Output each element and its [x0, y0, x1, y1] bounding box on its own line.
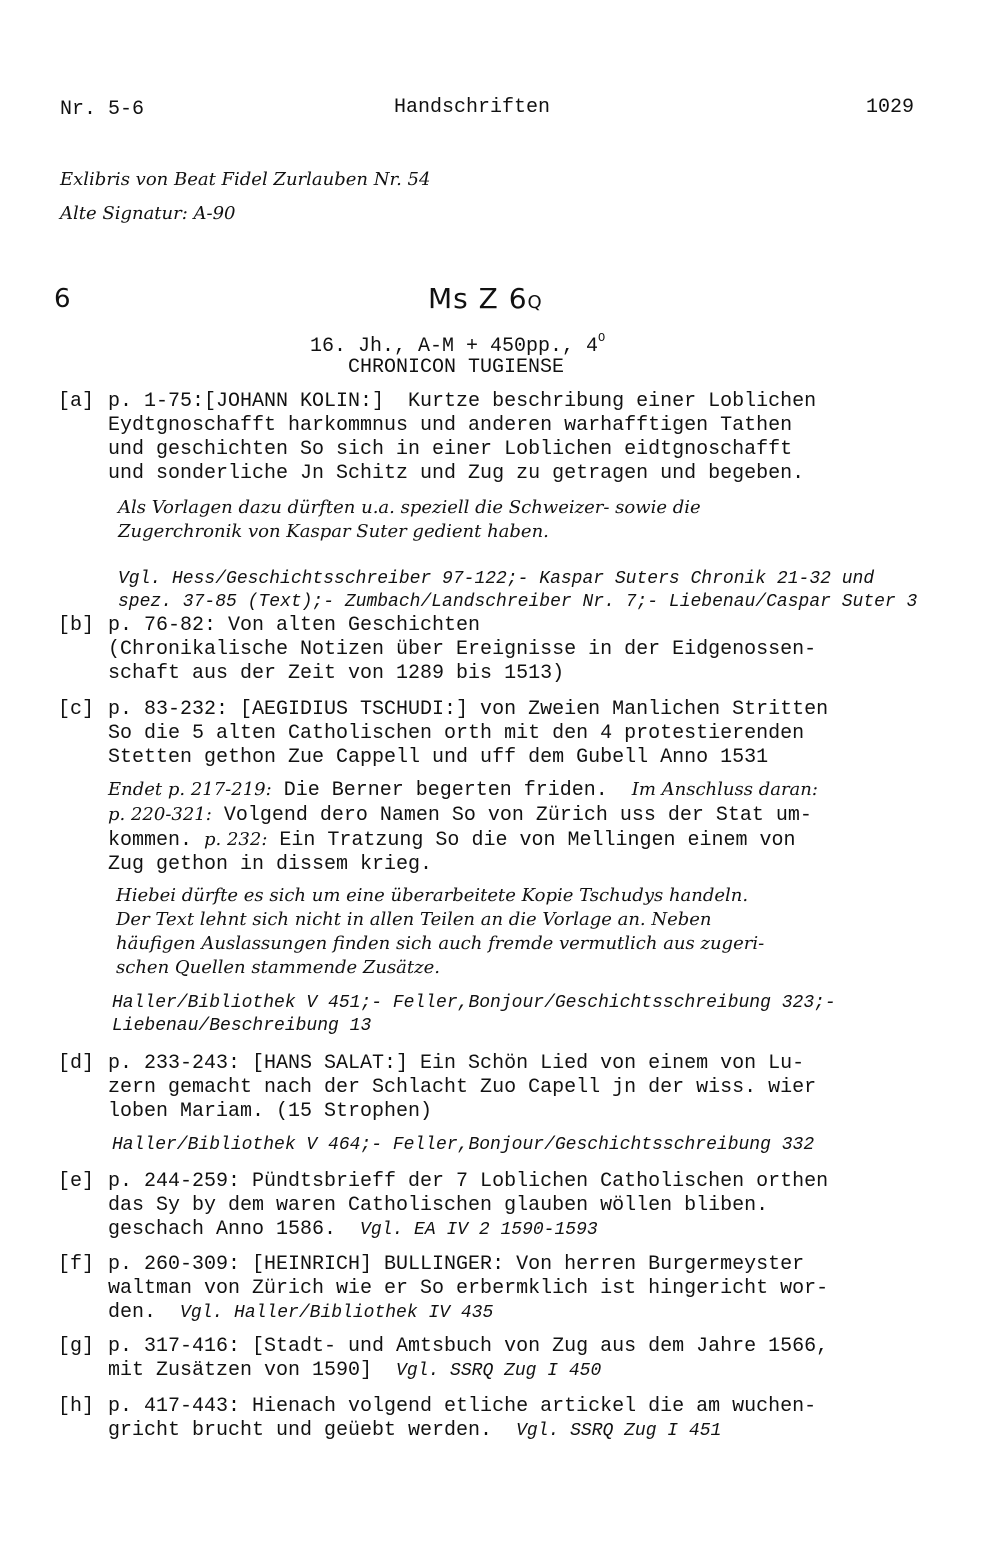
ending-line: Zug gethon in dissem krieg. — [108, 853, 433, 876]
note-line: Zugerchronik von Kaspar Suter gedient haben. — [118, 521, 549, 542]
literature-line: Liebenau/Beschreibung 13 — [112, 1016, 372, 1036]
item-b-line: (Chronikalische Notizen über Ereignisse in der Eidgenossen- — [108, 638, 817, 661]
item-f-line: p. 260-309: [HEINRICH] BULLINGER: Von herren Burgermeyster — [108, 1253, 805, 1276]
item-h-line: p. 417-443: Hienach volgend etliche artickel die am wuchen- — [108, 1395, 817, 1418]
item-label-g: [g] — [58, 1335, 95, 1358]
literature-line: spez. 37-85 (Text);- Zumbach/Landschreiber Nr. 7;- Liebenau/Caspar Suter 3 — [118, 592, 918, 612]
item-c-line: So die 5 alten Catholischen orth mit den 4 protestierenden — [108, 722, 805, 745]
literature-line: Vgl. Hess/Geschichtsschreiber 97-122;- Kaspar Suters Chronik 21-32 und — [118, 569, 875, 589]
item-e-body — [108, 1170, 828, 1242]
ending-line — [108, 828, 818, 853]
item-label-c: [c] — [58, 698, 95, 721]
item-c-body — [108, 698, 828, 770]
note-line: Der Text lehnt sich nicht in allen Teilen an die Vorlage an. Neben — [116, 909, 712, 930]
item-a-note — [118, 496, 701, 544]
shelfmark-format: Q — [527, 292, 543, 313]
item-c-line: p. 83-232: [AEGIDIUS TSCHUDI:] von Zweien Manlichen Stritten — [108, 698, 829, 721]
item-d-line: zern gemacht nach der Schlacht Zuo Capell jn der wiss. wier — [108, 1076, 817, 1099]
ending-text: kommen. — [108, 829, 205, 852]
ending-annotation: Im Anschluss daran: — [631, 779, 818, 800]
header-page-number: 1029 — [866, 96, 915, 119]
item-f-reference: Vgl. Haller/Bibliothek IV 435 — [180, 1303, 494, 1323]
old-signature-note: Alte Signatur: A-90 — [60, 203, 236, 224]
note-line: Als Vorlagen dazu dürften u.a. speziell die Schweizer- sowie die — [118, 497, 701, 518]
header-center: Handschriften — [394, 96, 551, 119]
literature-line: Haller/Bibliothek V 464;- Feller,Bonjour/Geschichtsschreibung 332 — [112, 1135, 815, 1155]
note-line: Hiebei dürfte es sich um eine überarbeitete Kopie Tschudys handeln. — [116, 885, 749, 906]
item-label-h: [h] — [58, 1395, 95, 1418]
ending-page-ref: p. 220-321: — [108, 804, 212, 825]
shelfmark — [428, 282, 543, 315]
item-g-text: mit Zusätzen von 1590] — [108, 1359, 397, 1382]
item-a-line: p. 1-75:[JOHANN KOLIN:] Kurtze beschribung einer Loblichen — [108, 390, 817, 413]
item-e-line: p. 244-259: Pündtsbrieff der 7 Loblichen Catholischen orthen — [108, 1170, 829, 1193]
ending-text: Die Berner begerten friden. — [271, 779, 632, 802]
item-g-reference: Vgl. SSRQ Zug I 450 — [396, 1361, 602, 1381]
item-label-b: [b] — [58, 614, 95, 637]
item-f-line — [108, 1301, 828, 1325]
ending-page-ref: Endet p. 217-219: — [108, 779, 272, 800]
entry-meta — [310, 326, 605, 359]
item-h-reference: Vgl. SSRQ Zug I 451 — [516, 1421, 722, 1441]
item-label-d: [d] — [58, 1052, 95, 1075]
note-line: häufigen Auslassungen finden sich auch fremde vermutlich aus zugeri- — [116, 933, 765, 954]
item-c-note — [116, 884, 764, 980]
item-e-text: geschach Anno 1586. — [108, 1218, 361, 1241]
note-line: schen Quellen stammende Zusätze. — [116, 957, 440, 978]
item-b-line: schaft aus der Zeit von 1289 bis 1513) — [108, 662, 565, 685]
ending-text: Volgend dero Namen So von Zürich uss der Stat um- — [211, 804, 812, 827]
format-degree: O — [598, 331, 606, 345]
item-d-line: loben Mariam. (15 Strophen) — [108, 1100, 433, 1123]
item-d-body — [108, 1052, 816, 1124]
item-f-text: den. — [108, 1301, 181, 1324]
shelfmark-main: Ms Z 6 — [428, 282, 528, 315]
item-c-ending — [108, 778, 818, 877]
exlibris-note: Exlibris von Beat Fidel Zurlauben Nr. 54 — [60, 169, 431, 190]
item-a-literature — [118, 568, 988, 614]
literature-line: Haller/Bibliothek V 451;- Feller,Bonjour/Geschichtsschreibung 323;- — [112, 993, 836, 1013]
item-h-line — [108, 1419, 816, 1443]
item-a-line: Eydtgnoschafft harkommnus und anderen warhafftigen Tathen — [108, 414, 793, 437]
item-label-f: [f] — [58, 1253, 95, 1276]
entry-number: 6 — [54, 284, 71, 314]
item-f-body — [108, 1253, 828, 1325]
item-g-line: p. 317-416: [Stadt- und Amtsbuch von Zug aus dem Jahre 1566, — [108, 1335, 829, 1358]
item-g-body — [108, 1335, 828, 1383]
entry-title: CHRONICON TUGIENSE — [348, 356, 565, 379]
ending-line — [108, 778, 818, 803]
item-a-line: und sonderliche Jn Schitz und Zug zu getragen und begeben. — [108, 462, 805, 485]
item-h-text: gricht brucht und geüebt werden. — [108, 1419, 517, 1442]
item-b-line: p. 76-82: Von alten Geschichten — [108, 614, 481, 637]
item-c-literature — [112, 992, 836, 1038]
item-b-body — [108, 614, 816, 686]
item-h-body — [108, 1395, 816, 1443]
item-f-line: waltman von Zürich wie er So erbermklich ist hingericht wor- — [108, 1277, 829, 1300]
item-e-reference: Vgl. EA IV 2 1590-1593 — [360, 1220, 598, 1240]
item-d-literature — [112, 1134, 814, 1157]
item-g-line — [108, 1359, 828, 1383]
item-e-line: das Sy by dem waren Catholischen glauben wöllen bliben. — [108, 1194, 769, 1217]
item-label-e: [e] — [58, 1170, 95, 1193]
item-c-line: Stetten gethon Zue Cappell und uff dem Gubell Anno 1531 — [108, 746, 769, 769]
item-e-line — [108, 1218, 828, 1242]
item-a-line: und geschichten So sich in einer Loblichen eidtgnoschafft — [108, 438, 793, 461]
header-left: Nr. 5-6 — [60, 98, 145, 121]
item-a-body — [108, 390, 816, 486]
item-label-a: [a] — [58, 390, 95, 413]
entry-meta-text: 16. Jh., A-M + 450pp., 4 — [310, 335, 599, 358]
ending-line — [108, 803, 818, 828]
ending-page-ref: p. 232: — [204, 829, 268, 850]
ending-text: Ein Tratzung So die von Mellingen einem von — [267, 829, 796, 852]
item-d-line: p. 233-243: [HANS SALAT:] Ein Schön Lied von einem von Lu- — [108, 1052, 805, 1075]
